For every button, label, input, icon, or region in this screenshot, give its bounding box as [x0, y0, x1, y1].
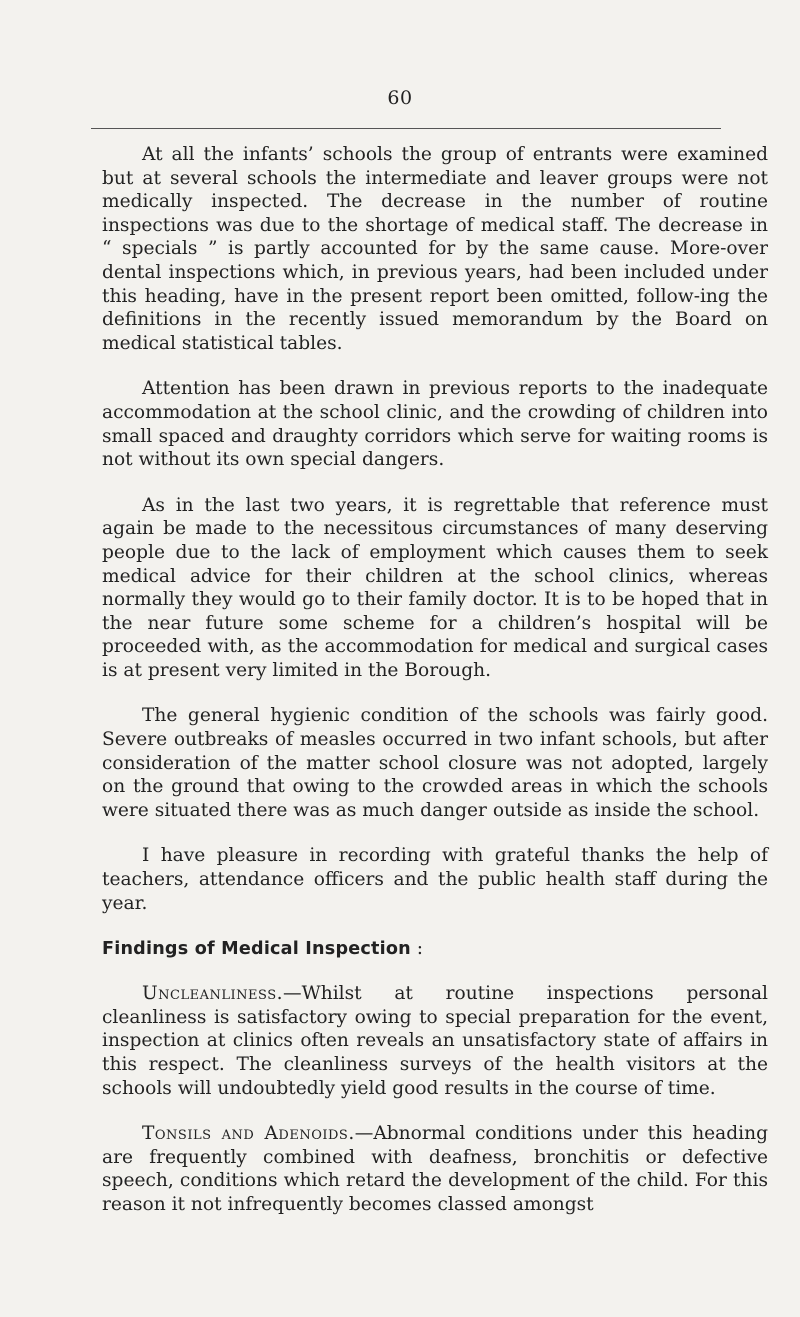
paragraph-tonsils-adenoids: [102, 1122, 768, 1216]
paragraph-hygienic-condition: The general hygienic condition of the schools was fairly good. Severe outbreaks of measles occurred in two infant schools, but after consideration of the matter school closure was not adopted, largely on the ground that owing to the crowded areas in which the schools were situated there was as much danger outside as inside the school.: [102, 705, 768, 821]
paragraph-medical-inspections: At all the infants’ schools the group of entrants were examined but at several schools the intermediate and leaver groups were not medically inspected. The decrease in the number of routine inspections was due to the shortage of medical staff. The decrease in “ specials ” is partly accounted for by the same cause. More-over dental inspections which, in previous years, had been included under this heading, have in the present report been omitted, follow-ing the definitions in the recently issued memorandum by the Board on medical statistical tables.: [102, 144, 768, 354]
section-heading-colon: :: [410, 938, 424, 960]
section-heading-line: [102, 937, 768, 961]
tonsils-adenoids-term: Tonsils and Adenoids.: [142, 1123, 355, 1145]
body-text: [102, 143, 768, 1239]
page-number: 60: [387, 87, 413, 109]
paragraph-necessitous-circumstances: As in the last two years, it is regrettable that reference must again be made to the necessitous circumstances of many deserving people due to the lack of employment which causes them to seek medical advice for their children at the school clinics, whereas normally they would go to their family doctor. It is to be hoped that in the near future some scheme for a children’s hospital will be proceeded with, as the accommodation for medical and surgical cases is at present very limited in the Borough.: [102, 494, 768, 681]
section-heading: Findings of Medical Inspection: [102, 939, 411, 960]
paragraph-school-clinic-accommodation: Attention has been drawn in previous reports to the inadequate accommodation at the school clinic, and the crowding of children into small spaced and draughty corridors which serve for waiting rooms is not without its own special dangers.: [102, 378, 768, 471]
header-rule: [91, 128, 721, 129]
tonsils-adenoids-text: —Abnormal conditions under this heading are frequently combined with deafness, bronchitis or defective speech, conditions which retard the development of the child. For this reason it not infrequently becomes classed amongst: [102, 1123, 768, 1215]
paragraph-uncleanliness: [102, 982, 768, 1100]
uncleanliness-term: Uncleanliness.: [142, 983, 284, 1005]
uncleanliness-text: —Whilst at routine inspections personal cleanliness is satisfactory owing to special preparation for the event, inspection at clinics often reveals an unsatisfactory state of affairs in this respect. The cleanliness surveys of the health visitors at the schools will undoubtedly yield good results in the course of time.: [102, 983, 768, 1099]
paragraph-thanks: I have pleasure in recording with grateful thanks the help of teachers, attendance officers and the public health staff during the year.: [102, 845, 768, 914]
